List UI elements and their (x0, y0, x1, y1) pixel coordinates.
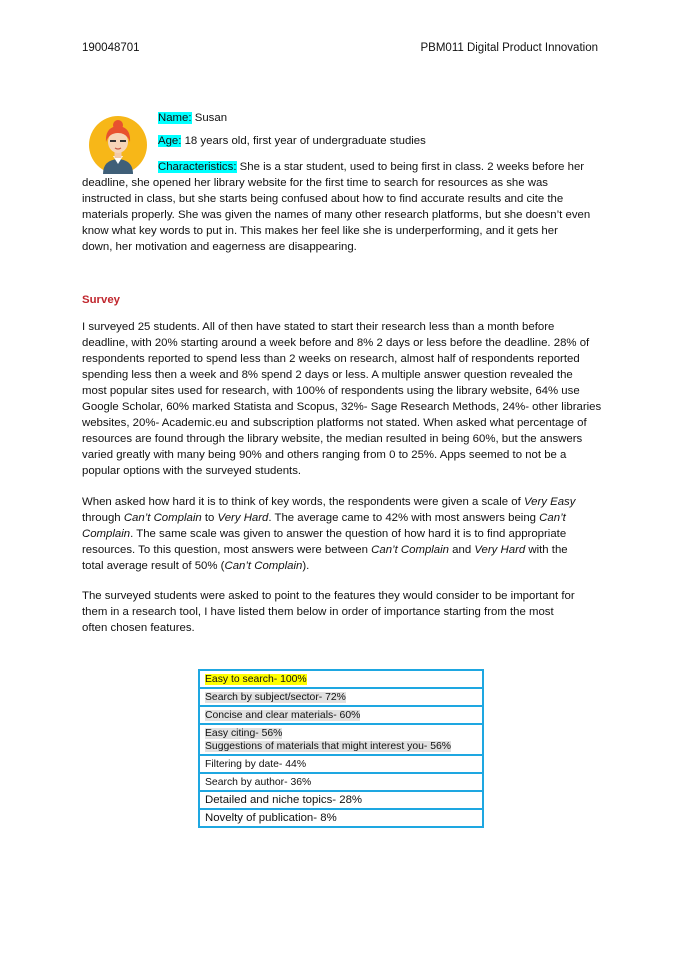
feature-row: Easy to search- 100% (205, 674, 307, 685)
feature-row: Search by subject/sector- 72% (200, 687, 482, 705)
persona-characteristics: Characteristics: She is a star student, used to being first in class. 2 weeks before her (158, 161, 585, 173)
feature-row: Novelty of publication- 8% (200, 808, 482, 826)
survey-paragraph-1: I surveyed 25 students. All of then have stated to start their research less than a month before deadline, with 20% starting around a week before and 8% 2 days or less before the deadline. 28% of respondents reported to spend less than 2 weeks on research, almost half of respondents reported spending less then a week and 8% spend 2 days or less. A multiple answer question revealed the most popular sites used for research, with 100% of respondents using the library website, 64% use Google Scholar, 60% marked Statista and Scopus, 32%- Sage Research Methods, 24%- other libraries websites, 20%- Academic.eu and subscription platforms not stated. When asked what percentage of resources are found through the library website, the median resulted in being 60%, but the answers varied greatly with many being 90% and others ranging from 0 to 25%. Apps seemed to not be a popular options with the surveyed students. (82, 321, 602, 477)
student-id: 190048701 (82, 42, 140, 54)
persona-avatar (89, 116, 147, 174)
feature-row: Concise and clear materials- 60% (200, 705, 482, 723)
feature-row: Easy citing- 56% Suggestions of materials that might interest you- 56% (200, 723, 482, 754)
survey-paragraph-2: When asked how hard it is to think of key words, the respondents were given a scale of Very Easy through Can’t Complain to Very Hard. The average came to 42% with most answers being Can’t Complain. The same scale was given to answer the question of how hard it is to find appropriate resources. To this question, most answers were between Can’t Complain and Very Hard with the total average result of 50% (Can’t Complain). (82, 496, 576, 572)
module-title: PBM011 Digital Product Innovation (420, 42, 598, 54)
features-table (198, 669, 484, 828)
persona-characteristics-body: deadline, she opened her library website for the first time to search for resources as she was instructed in class, but she starts being confused about how to find accurate results and cite the materials properly. She was given the names of many other research platforms, but she doesn’t even know what key words to put in. This makes her feel like she is underperforming, and it gets her down, her motivation and eagerness are disappearing. (82, 177, 591, 253)
feature-row: Filtering by date- 44% (200, 754, 482, 772)
persona-name: Name: Susan (158, 112, 228, 124)
survey-heading: Survey (82, 294, 120, 306)
survey-paragraph-3: The surveyed students were asked to point to the features they would consider to be important for them in a research tool, I have listed them below in order of importance starting from the most often chosen features. (82, 590, 575, 634)
persona-age: Age: 18 years old, first year of undergraduate studies (158, 135, 426, 147)
feature-row: Detailed and niche topics- 28% (200, 790, 482, 808)
feature-row: Search by author- 36% (200, 772, 482, 790)
